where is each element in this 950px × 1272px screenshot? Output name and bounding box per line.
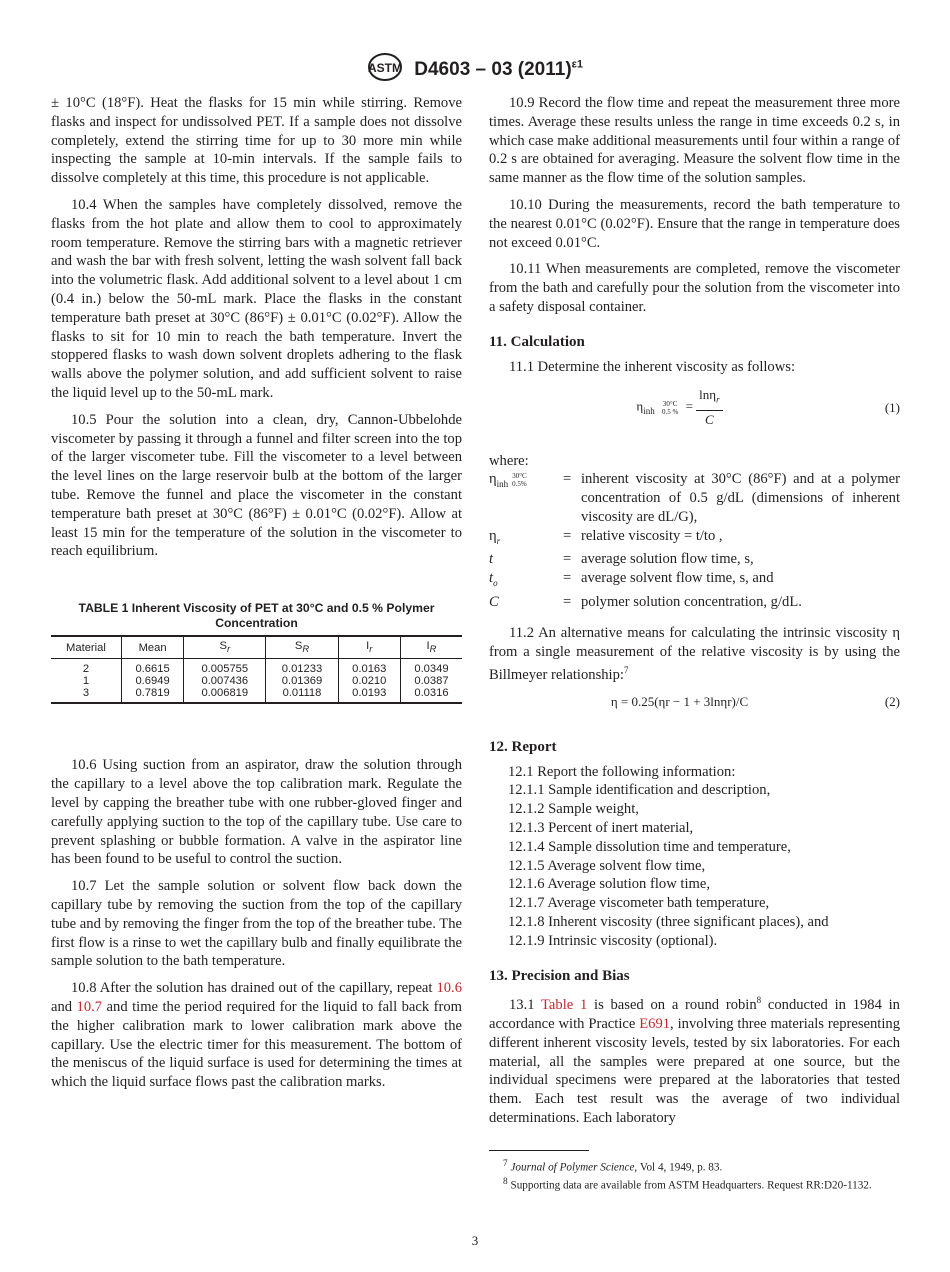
def-text: relative viscosity = t/to , [581,527,723,544]
report-item: 12.1 Report the following information: [508,763,736,780]
cell-material: 1 [82,675,90,688]
def-symbol: t [489,551,494,568]
table-header-row [51,636,462,659]
report-item: 12.1.6 Average solution flow time, [508,876,710,893]
cell-iR: 0.0316 [400,687,462,703]
section-heading-precision-bias: 13. Precision and Bias [489,967,630,984]
cell-iR: 0.0387 [400,675,462,687]
paragraph-11-1: 11.1 Determine the inherent viscosity as follows: [509,358,796,375]
cell-sR: 0.01369 [266,675,338,687]
def-text: polymer solution concentration, g/dL. [581,593,802,610]
cell-ir: 0.0210 [338,675,400,687]
link-table-1[interactable]: Table 1 [541,997,588,1014]
paragraph-10-9: 10.9 Record the flow time and repeat the measurement three more times. Average these results unless the range in time exceeds 0.2 s, in which case make additional measurements until four within a range of 0.2 s are obtained for averaging. Measure the solvent flow time in the same manner as the flow time of the solution samples. [489,95,900,187]
equation-number: (1) [884,399,900,415]
header-sR: $S_R$ [266,636,338,659]
footnote-8: $^8$ Supporting data are available from ASTM Headquarters. Request RR:D20-1132. [503,1176,872,1192]
report-item: 12.1.1 Sample identification and description, [508,782,771,799]
footnote-divider [489,1150,589,1151]
equation-number: (2) [884,693,900,709]
header-iR: $I_R$ [400,636,462,659]
table-row [51,659,462,676]
paragraph-10-8: 10.8 After the solution has drained out of the capillary, repeat 10.6 and 10.7 and time the period required for the liquid to fall back from the higher calibration mark to lower calibration mark above the capillary. Use the electric timer for this measurement. The bottom of the meniscus of the liquid surface is used for determining the times at which the liquid surface flows past the calibration marks. [51,980,462,1091]
where-label: where: [489,452,529,469]
def-text: average solvent flow time, s, and [581,570,774,587]
cell-sr: 0.006819 [184,687,266,703]
link-10-7[interactable]: 10.7 [76,998,103,1015]
table-row [51,687,462,703]
paragraph-13-1: 13.1 Table 1 is based on a round robin$^8$ conducted in 1984 in accordance with Practice E691, involving three materials representing different inherent viscosity levels, tested by six laboratories. For each material, all the samples were prepared at one source, but the individual specimens were prepared at the laboratories that tested them. Each test result was the average of two individual determinations. Each laboratory [489,995,900,1126]
standard-designation: D4603 – 03 (2011) [414,59,572,80]
header-sr: $S_r$ [184,636,266,659]
cell-sr: 0.007436 [184,675,266,687]
def-symbol: $\eta_r$ [489,527,501,546]
paragraph-10-10: 10.10 During the measurements, record the bath temperature to the nearest 0.01°C (0.02°F). Ensure that the range in temperature does not exceed 0.01°C. [489,196,900,251]
table-row [51,675,462,687]
table-1-caption: TABLE 1 Inherent Viscosity of PET at 30°C and 0.5 % Polymer Concentration [78,601,435,631]
report-item: 12.1.7 Average viscometer bath temperature, [508,895,770,912]
svg-text:ASTM: ASTM [367,61,402,75]
link-e691[interactable]: E691 [639,1016,671,1032]
paragraph-10-5: 10.5 Pour the solution into a clean, dry, Cannon-Ubbelohde viscometer by passing it through a funnel and filter screen into the top of the larger viscometer tube. Fill the viscometer to a level between the level lines on the large reservoir bulb at the bottom of the larger tube. Remove the funnel and place the viscometer in the constant temperature bath preset at 30°C (86°F) ± 0.01°C (0.02°F). Allow at least 15 min for the temperature of the solution in the viscometer to reach equilibrium. [51,411,462,560]
page-number: 3 [471,1233,479,1248]
report-item: 12.1.5 Average solvent flow time, [508,857,706,874]
header-ir: $I_r$ [338,636,400,659]
header-material: Material [51,636,121,659]
definitions-list: $\eta_{inh}30^\circ C$ 0.5% = inherent viscosity at 30°C (86°F) and at a polymer concentration of 0.5 g/dL (dimensions of inherent viscosity are dL/G), $\eta_r$ = relative viscosity = t/to , t = average solution flow time, s, $t_o$ = average solvent flow time, s, and C = polymer solution concentration, g/dL. [489,471,900,610]
paragraph-11-2: 11.2 An alternative means for calculating the intrinsic viscosity η from a single measurement of the relative viscosity is by using the Billmeyer relationship:$^7$ [489,624,900,684]
astm-logo-icon [367,52,403,88]
edition-epsilon: ε1 [571,58,584,71]
paragraph-10-4: 10.4 When the samples have completely dissolved, remove the flasks from the hot plate and allow them to cool to approximately room temperature. Remove the stirring bars with a magnetic retriever and wash the bar with fresh solvent, letting the wash solvent fall back into the volumetric flask. Add additional solvent to a level about 1 cm (0.4 in.) below the 50-mL mark. Place the flasks in the constant temperature bath preset at 30°C (86°F) ± 0.01°C (0.02°F). Allow the flasks to sit for 10 min to reach the bath temperature. Invert the stoppered flasks to wash down solvent droplets adhering to the flask walls above the polymer solution, and add sufficient solvent to raise the liquid level up to the 50-mL mark. [51,196,462,401]
cell-ir: 0.0193 [338,687,400,703]
def-text: average solution flow time, s, [581,551,754,568]
report-item: 12.1.3 Percent of inert material, [508,819,694,836]
page-header [0,52,950,88]
footnote-ref-7[interactable]: 7 [623,665,629,676]
paragraph-10-3-continued: ± 10°C (18°F). Heat the flasks for 15 min while stirring. Remove flasks and inspect for undissolved PET. If a sample does not dissolve completely, extend the stirring time for up to 30 more min while inspecting the sample at 10-min intervals. If the sample fails to dissolve completely at this time, this procedure is not applicable. [51,95,462,187]
footnote-ref-8[interactable]: 8 [756,995,762,1006]
footnote-7: $^7$ Journal of Polymer Science, Vol 4, 1949, p. 83. [503,1158,723,1174]
cell-mean: 0.6615 [121,659,183,676]
report-list [489,763,900,951]
left-column [51,94,462,1100]
right-column [489,94,900,1192]
link-10-6[interactable]: 10.6 [436,980,462,997]
report-item: 12.1.8 Inherent viscosity (three significant places), and [508,913,829,930]
cell-sR: 0.01233 [266,659,338,676]
paragraph-10-6: 10.6 Using suction from an aspirator, draw the solution through the capillary to a level above the top calibration mark. Regulate the level by capping the breather tube with one rubber-gloved finger and carefully applying suction to the top of the capillary tube. Use care to prevent splashing or bubble formation. A valve in the aspirator line has been found to be useful to control the suction. [51,757,462,868]
def-symbol: $t_o$ [489,570,498,589]
cell-sR: 0.01118 [266,687,338,703]
report-item: 12.1.2 Sample weight, [508,801,639,818]
cell-sr: 0.005755 [184,659,266,676]
cell-mean: 0.7819 [121,687,183,703]
paragraph-10-11: 10.11 When measurements are completed, remove the viscometer from the bath and carefully pour the solution from the viscometer into a safety disposal container. [489,261,900,315]
section-heading-calculation: 11. Calculation [489,333,585,350]
cell-mean: 0.6949 [121,675,183,687]
equation-2: η = 0.25(ηr − 1 + 3lnηr)/C (2) [489,693,900,712]
cell-material: 2 [82,663,90,676]
paragraph-10-7: 10.7 Let the sample solution or solvent flow back down the capillary tube by removing the suction from the top of the capillary tube and by removing the finger from the top of the breather tube. The first flow is a rinse to wet the capillary bulb and finally equilibrate the sample solution to the bath temperature. [51,878,462,970]
report-item: 12.1.4 Sample dissolution time and temperature, [508,838,791,855]
header-mean: Mean [121,636,183,659]
def-symbol: C [489,593,499,610]
table-1 [51,635,462,704]
cell-iR: 0.0349 [400,659,462,676]
cell-material: 3 [51,687,121,703]
report-item: 12.1.9 Intrinsic viscosity (optional). [508,932,718,949]
def-symbol: $\eta_{inh}30^\circ C$ 0.5% [489,471,527,490]
def-text: inherent viscosity at 30°C (86°F) and at a polymer concentration of 0.5 g/dL (dimensions of inherent viscosity are dL/G), [581,471,900,525]
cell-ir: 0.0163 [338,659,400,676]
equation-1: $\eta_{inh}$ 30°C 0.5 % = $\frac{\ln\eta_r}{C}$ (1) [636,387,900,427]
section-heading-report: 12. Report [489,738,557,755]
